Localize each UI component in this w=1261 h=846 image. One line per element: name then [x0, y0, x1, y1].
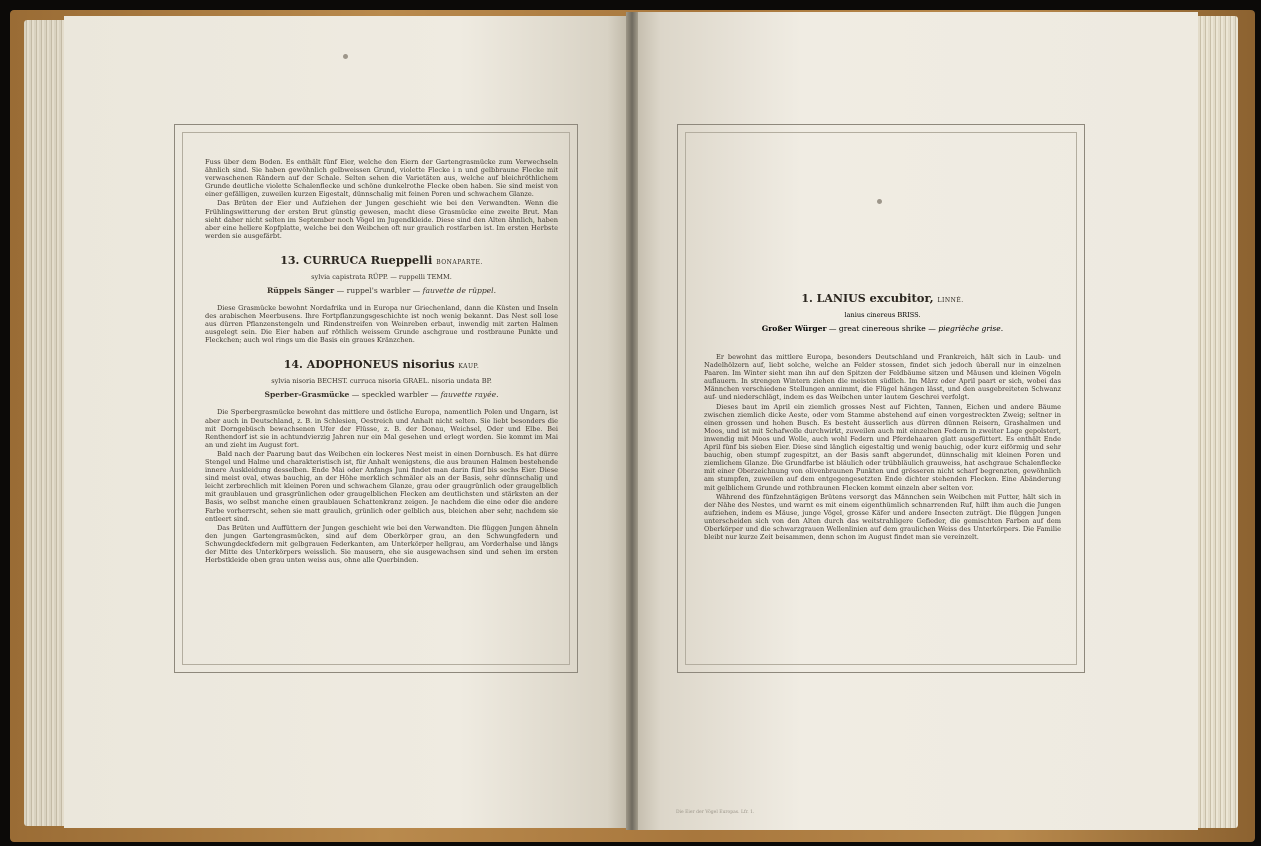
species-heading [704, 292, 1061, 307]
left-page-text [205, 158, 558, 565]
paragraph: Die Sperbergrasmücke bewohnt das mittlere und östliche Europa, namentlich Polen und Ungarn, ist aber auch in Deutschland, z. B. in Schlesien, Oestreich und Anhalt nicht selten. Sie liebt besonders die mit Dorngebüsch bewachsenen Ufer der Flüsse, z. B. der Donau, Weichsel, Oder und Elbe. Bei Renthendorf ist sie in achtundvierzig Jahren nur ein Mal gesehen und erlegt worden. Sie kommt im Mai an und zieht im August fort. [205, 408, 558, 449]
right-page-text [704, 353, 1061, 542]
page-mark-dot [343, 54, 348, 59]
paragraph: Das Brüten und Auffüttern der Jungen geschieht wie bei den Verwandten. Die flüggen Jungen ähneln den jungen Gartengrasmücken, sind auf dem Oberkörper grau, an den Schwungfedern und Schwungdeckfedern mit gelbgrauen Federkanten, am Unterkörper hellgrau, am Vorderhalse und längs der Mitte des Unterkörpers weisslich. Sie mausern, ehe sie ausgewachsen sind und sehen im ersten Herbstkleide oben grau unten weiss aus, ohne alle Querbinden. [205, 523, 558, 565]
paragraph: Er bewohnt das mittlere Europa, besonders Deutschland und Frankreich, hält sich in Laub- und Nadelhölzern auf, liebt solche, welche an Felder stossen, findet sich jedoch überall nur in einzelnen Paaren. Im Winter sieht man ihn auf den Spitzen der Feldbäume sitzen und Mäusen und kleinen Vögeln auflauern. In strengen Wintern ziehen die meisten südlich. Im März oder April paart er sich, wobei das Männchen verschiedene Stellungen annimmt, die Flügel hängen lässt, und den ausgebreiteten Schwanz auf- und niederschlägt, indem es das Weibchen unter lautem Geschrei verfolgt. [704, 353, 1061, 402]
species-heading [205, 358, 558, 373]
species-synonyms: lanius cinereus BRISS. [844, 311, 921, 319]
page-footer: Die Eier der Vögel Europas. Lfr. 1. [676, 810, 755, 815]
species-number: 14. [283, 358, 303, 372]
species-author: LINNÉ. [937, 297, 964, 304]
species-vernacular [205, 390, 558, 400]
species-number: 1. [801, 292, 813, 305]
book-gutter [626, 12, 638, 830]
species-name: excubitor, [869, 291, 934, 305]
paragraph: Fuss über dem Boden. Es enthält fünf Eier, welche den Eiern der Gartengrasmücke zum Verwechseln ähnlich sind. Sie haben gewöhnlich gelbweissen Grund, violette Flecke i n und gelbbraune Flecke mit verwaschenen Rändern auf der Schale. Selten sehen die Varietäten aus, welche auf bleichröthlichem Grunde deutliche violette Schalenflecke und schöne dunkelrothe Flecke oben haben. Sie sind meist von einer gefälligen, zuweilen kurzen Eigestalt, dünnschalig mit feinen Poren und schwachem Glanze. [205, 158, 558, 199]
species-vernacular [205, 286, 558, 296]
species-name: Rueppelli [370, 252, 433, 267]
species-genus: CURRUCA [303, 253, 367, 267]
species-number: 13. [280, 253, 300, 267]
vernacular-french: fauvette de rüppel. [422, 285, 497, 295]
species-synonyms: sylvia nisoria BECHST. curruca nisoria GRAEL. nisoria undata BP. [271, 377, 492, 386]
paragraph: Das Brüten der Eier und Aufziehen der Jungen geschieht wie bei den Verwandten. Wenn die Frühlingswitterung der ersten Brut günstig gewesen, macht diese Grasmücke eine zweite Brut. Man sieht daher nicht selten im September noch Vögel im Jugendkleide. Diese sind den Alten ähnlich, haben aber eine hellere Kopfplatte, welche bei den Weibchen oft nur graulich rostfarben ist. Im ersten Herbste werden sie ausgefärbt. [205, 199, 558, 240]
species-name: nisorius [402, 357, 455, 372]
page-edges-right [1198, 16, 1238, 828]
species-vernacular [704, 324, 1061, 334]
paragraph: Diese Grasmücke bewohnt Nordafrika und in Europa nur Griechenland, dann die Küsten und Inseln des arabischen Meerbusens. Ihre Fortpflanzungsgeschichte ist noch wenig bekannt. Das Nest soll lose aus dürren Pflanzenstengeln und Rindenstreifen von Weinreben erbaut, inwendig mit zarten Halmen ausgelegt sein. Die Eier haben auf röthlich weissem Grunde aschgraue und rostbraune Punkte und Fleckchen; auch wol rings um die Basis ein graues Kränzchen. [205, 303, 558, 345]
species-genus: LANIUS [816, 292, 866, 305]
vernacular-english: — ruppel's warbler — [336, 285, 421, 295]
vernacular-french: fauvette rayée. [440, 390, 499, 400]
paragraph: Dieses baut im April ein ziemlich grosses Nest auf Fichten, Tannen, Eichen und andere Bäume zwischen ziemlich dicke Aeste, oder vom Stamme abstehend auf einen vorgestreckten Zweig; seltner in einen grossen und hohen Busch. Es besteht äusserlich aus dürren dünnen Reisern, Grashalmen und Moos, und ist mit Schafwolle durchwirkt, zuweilen auch mit einzelnen Federn in zweiter Lage gepolstert, inwendig mit Moos und Wolle, auch wohl Federn und Pferdehaaren glatt ausgefüttert. Es enthält Ende April fünf bis sieben Eier. Diese sind länglich eigestaltig und wenig bauchig, oder kurz eiförmig und sehr bauchig, oben stumpf zugespitzt, an der Basis sanft abgerundet, dünnschalig mit kleinen Poren und ziemlichem Glanze. Die Grundfarbe ist bläulich oder trübbläulich grauweiss, hat aschgraue Schalenflecke mit einer Oberzeichnung von olivenbraunen Punkten und grösseren nicht scharf begrenzten, gewöhnlich am stumpfen, zuweilen auf dem entgegengesetzten Ende dichter stehenden Flecken. Eine Abänderung mit gelblichem Grunde und rothbraunen Flecken kommt einzeln aber selten vor. [704, 402, 1061, 492]
vernacular-french: piegrièche grise. [938, 324, 1004, 333]
paragraph: Während des fünfzehntägigen Brütens versorgt das Männchen sein Weibchen mit Futter, hält sich in der Nähe des Nestes, und warnt es mit einem eigenthümlich schnarrenden Ruf, hilft ihm auch die Jungen aufziehen, indem es Mäuse, junge Vögel, grosse Käfer und andere Insecten zuträgt. Die flüggen Jungen unterscheiden sich von den Alten durch das weitstrahligere Gefieder, die gemischten Farben auf dem Oberkörper und die schwarzgrauen Wellenlinien auf dem graulichen Weiss des Unterkörpers. Die Familie bleibt nur kurze Zeit beisammen, denn schon im August findet man sie vereinzelt. [704, 492, 1061, 542]
paragraph: Bald nach der Paarung baut das Weibchen ein lockeres Nest meist in einen Dornbusch. Es hat dürre Stengel und Halme und charakteristisch ist, für Anhalt wenigstens, die aus braunen Halmen bestehende innere Auskleidung desselben. Ende Mai oder Anfangs Juni findet man darin fünf bis sechs Eier. Diese sind meist oval, etwas bauchig, an der Höhe merklich schmäler als an der Basis, sehr dünnschalig und leicht zerbrechlich mit kleinen Poren und schwachem Glanze, grau oder graugrünlich oder graugelblich mit graublauen und grasgrünlichen oder graugelblichen Flecken am deutlichsten und stärksten an der Basis, wo selbst manche einen graublauen Schattenkranz zeigen. Je nachdem die eine oder die andere Farbe vorherrscht, sehen sie matt graulich, grünlich oder gelblich aus, bleichen aber sehr, nachdem sie entleert sind. [205, 449, 558, 523]
right-species-header [704, 292, 1061, 342]
species-genus: ADOPHONEUS [306, 358, 399, 372]
vernacular-german: Rüppels Sänger [266, 285, 335, 295]
species-author: KAUP. [458, 363, 480, 371]
vernacular-english: — great cinereous shrike — [828, 324, 936, 333]
vernacular-english: — speckled warbler — [351, 390, 439, 400]
species-synonyms: sylvia capistrata RÜPP. — ruppelli TEMM. [311, 272, 452, 281]
vernacular-german: Großer Würger [761, 324, 827, 333]
species-author: BONAPARTE. [436, 258, 483, 266]
vernacular-german: Sperber-Grasmücke [264, 390, 350, 400]
page-mark-dot [877, 199, 882, 204]
species-heading [205, 254, 558, 269]
